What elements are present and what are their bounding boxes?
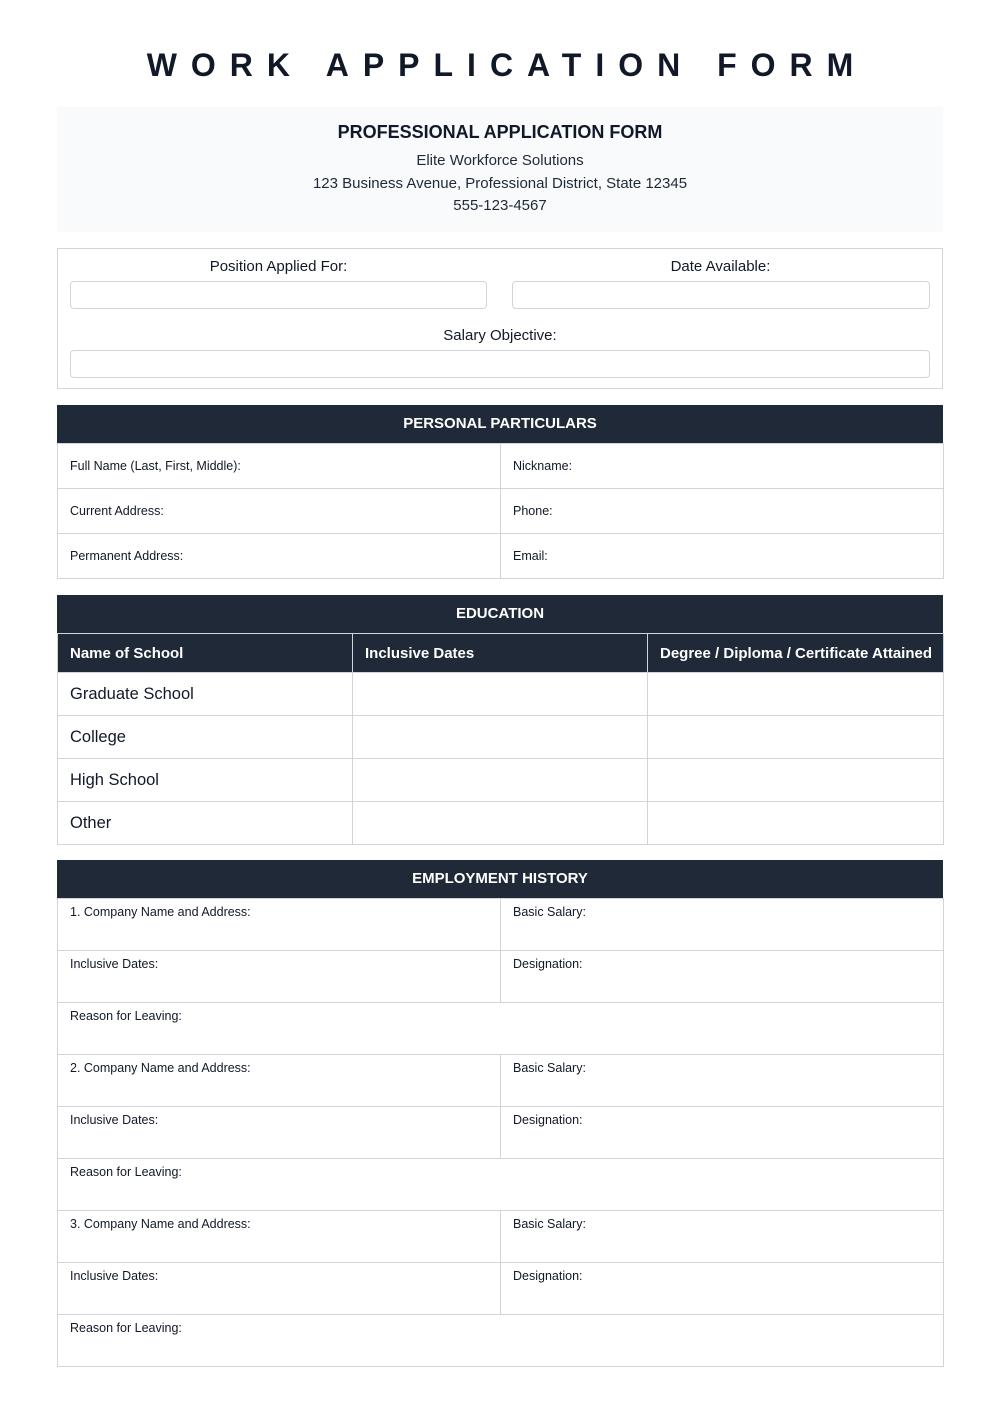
- table-row: [58, 534, 944, 579]
- nickname-field[interactable]: Nickname:: [501, 444, 944, 489]
- basic-salary-field[interactable]: Basic Salary:: [501, 1055, 944, 1107]
- column-header-dates: Inclusive Dates: [353, 634, 648, 673]
- table-row: [58, 1263, 944, 1315]
- position-section: [57, 248, 943, 389]
- basic-salary-field[interactable]: Basic Salary:: [501, 1211, 944, 1263]
- employment-history-table: [57, 898, 944, 1367]
- permanent-address-field[interactable]: Permanent Address:: [58, 534, 501, 579]
- table-row: [58, 1003, 944, 1055]
- reason-for-leaving-field[interactable]: Reason for Leaving:: [58, 1315, 944, 1367]
- degree-cell[interactable]: [648, 802, 944, 845]
- education-header-row: [58, 634, 944, 673]
- company-phone: 555-123-4567: [453, 197, 547, 214]
- inclusive-dates-cell[interactable]: [353, 759, 648, 802]
- education-level: College: [58, 716, 353, 759]
- form-name: PROFESSIONAL APPLICATION FORM: [337, 122, 663, 142]
- designation-field[interactable]: Designation:: [501, 951, 944, 1003]
- education-header: EDUCATION: [57, 595, 943, 633]
- inclusive-dates-field[interactable]: Inclusive Dates:: [58, 1107, 501, 1159]
- inclusive-dates-field[interactable]: Inclusive Dates:: [58, 951, 501, 1003]
- education-level: Other: [58, 802, 353, 845]
- company-address: 123 Business Avenue, Professional District, State 12345: [312, 175, 688, 192]
- table-row: [58, 899, 944, 951]
- organization-header: [57, 107, 943, 232]
- education-table: [57, 633, 944, 845]
- company-name-address-field[interactable]: 2. Company Name and Address:: [58, 1055, 501, 1107]
- salary-objective-input[interactable]: [70, 350, 930, 378]
- degree-cell[interactable]: [648, 716, 944, 759]
- table-row: [58, 1107, 944, 1159]
- inclusive-dates-cell[interactable]: [353, 802, 648, 845]
- table-row: [58, 444, 944, 489]
- current-address-field[interactable]: Current Address:: [58, 489, 501, 534]
- phone-field[interactable]: Phone:: [501, 489, 944, 534]
- inclusive-dates-cell[interactable]: [353, 716, 648, 759]
- company-name: Elite Workforce Solutions: [416, 152, 584, 169]
- inclusive-dates-cell[interactable]: [353, 673, 648, 716]
- column-header-degree: Degree / Diploma / Certificate Attained: [648, 634, 944, 673]
- company-name-address-field[interactable]: 1. Company Name and Address:: [58, 899, 501, 951]
- education-level: Graduate School: [58, 673, 353, 716]
- table-row: [58, 802, 944, 845]
- date-available-label: Date Available:: [670, 258, 771, 275]
- company-name-address-field[interactable]: 3. Company Name and Address:: [58, 1211, 501, 1263]
- full-name-field[interactable]: Full Name (Last, First, Middle):: [58, 444, 501, 489]
- column-header-school: Name of School: [58, 634, 353, 673]
- table-row: [58, 489, 944, 534]
- degree-cell[interactable]: [648, 759, 944, 802]
- page-title: WORK APPLICATION FORM: [146, 47, 868, 83]
- table-row: [58, 951, 944, 1003]
- salary-objective-label: Salary Objective:: [443, 327, 557, 344]
- reason-for-leaving-field[interactable]: Reason for Leaving:: [58, 1159, 944, 1211]
- email-field[interactable]: Email:: [501, 534, 944, 579]
- degree-cell[interactable]: [648, 673, 944, 716]
- education-level: High School: [58, 759, 353, 802]
- date-available-input[interactable]: [512, 281, 930, 309]
- position-label: Position Applied For:: [209, 258, 348, 275]
- table-row: [58, 673, 944, 716]
- reason-for-leaving-field[interactable]: Reason for Leaving:: [58, 1003, 944, 1055]
- table-row: [58, 1159, 944, 1211]
- inclusive-dates-field[interactable]: Inclusive Dates:: [58, 1263, 501, 1315]
- basic-salary-field[interactable]: Basic Salary:: [501, 899, 944, 951]
- position-input[interactable]: [70, 281, 487, 309]
- designation-field[interactable]: Designation:: [501, 1263, 944, 1315]
- table-row: [58, 1055, 944, 1107]
- table-row: [58, 1315, 944, 1367]
- table-row: [58, 759, 944, 802]
- employment-history-header: EMPLOYMENT HISTORY: [57, 860, 943, 898]
- table-row: [58, 716, 944, 759]
- table-row: [58, 1211, 944, 1263]
- personal-particulars-table: [57, 443, 944, 579]
- designation-field[interactable]: Designation:: [501, 1107, 944, 1159]
- personal-particulars-header: PERSONAL PARTICULARS: [57, 405, 943, 443]
